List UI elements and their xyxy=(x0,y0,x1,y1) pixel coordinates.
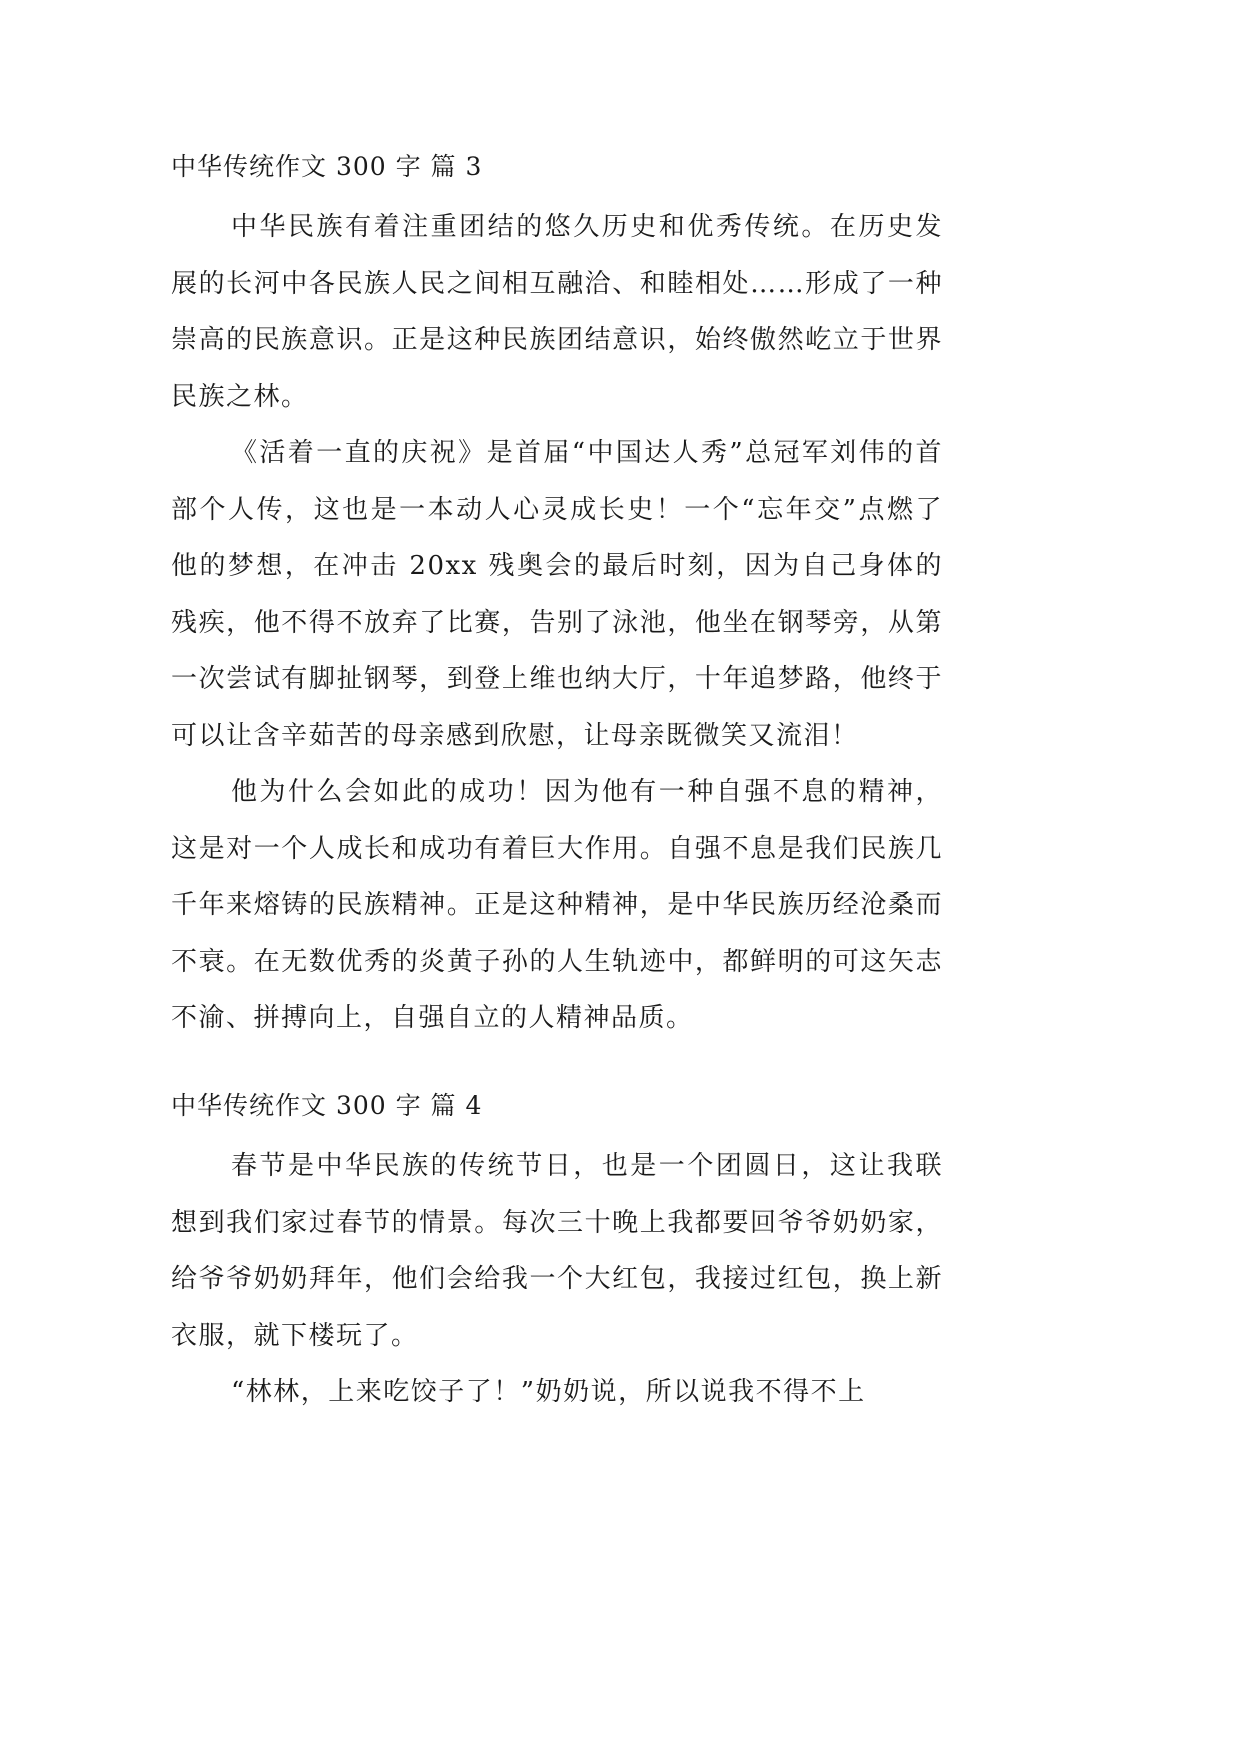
section-heading: 中华传统作文 300 字 篇 4 xyxy=(171,1091,483,1120)
paragraph: 春节是中华民族的传统节日，也是一个团圆日，这让我联想到我们家过春节的情景。每次三十晚上我都要回爷爷奶奶家，给爷爷奶奶拜年，他们会给我一个大红包，我接过红包，换上新衣服，就下楼玩了。 xyxy=(171,1151,943,1351)
essay-section-3 xyxy=(171,147,943,1047)
paragraph: 他为什么会如此的成功！因为他有一种自强不息的精神，这是对一个人成长和成功有着巨大作用。自强不息是我们民族几千年来熔铸的民族精神。正是这种精神，是中华民族历经沧桑而不衰。在无数优秀的炎黄子孙的人生轨迹中，都鲜明的可这矢志不渝、拼搏向上，自强自立的人精神品质。 xyxy=(171,777,943,1033)
paragraph: “林林，上来吃饺子了！”奶奶说，所以说我不得不上 xyxy=(231,1377,866,1407)
paragraph: 《活着一直的庆祝》是首届“中国达人秀”总冠军刘伟的首部个人传，这也是一本动人心灵成长史！一个“忘年交”点燃了他的梦想，在冲击 20xx 残奥会的最后时刻，因为自己身体的残疾，他不得不放弃了比赛，告别了泳池，他坐在钢琴旁，从第一次尝试有脚扯钢琴，到登上维也纳大厅，十年追梦路，他终于可以让含辛茹苦的母亲感到欣慰，让母亲既微笑又流泪！ xyxy=(171,438,943,751)
paragraph: 中华民族有着注重团结的悠久历史和优秀传统。在历史发展的长河中各民族人民之间相互融洽、和睦相处……形成了一种崇高的民族意识。正是这种民族团结意识，始终傲然屹立于世界民族之林。 xyxy=(171,212,943,412)
essay-section-4 xyxy=(171,1086,943,1421)
section-heading: 中华传统作文 300 字 篇 3 xyxy=(171,152,483,181)
